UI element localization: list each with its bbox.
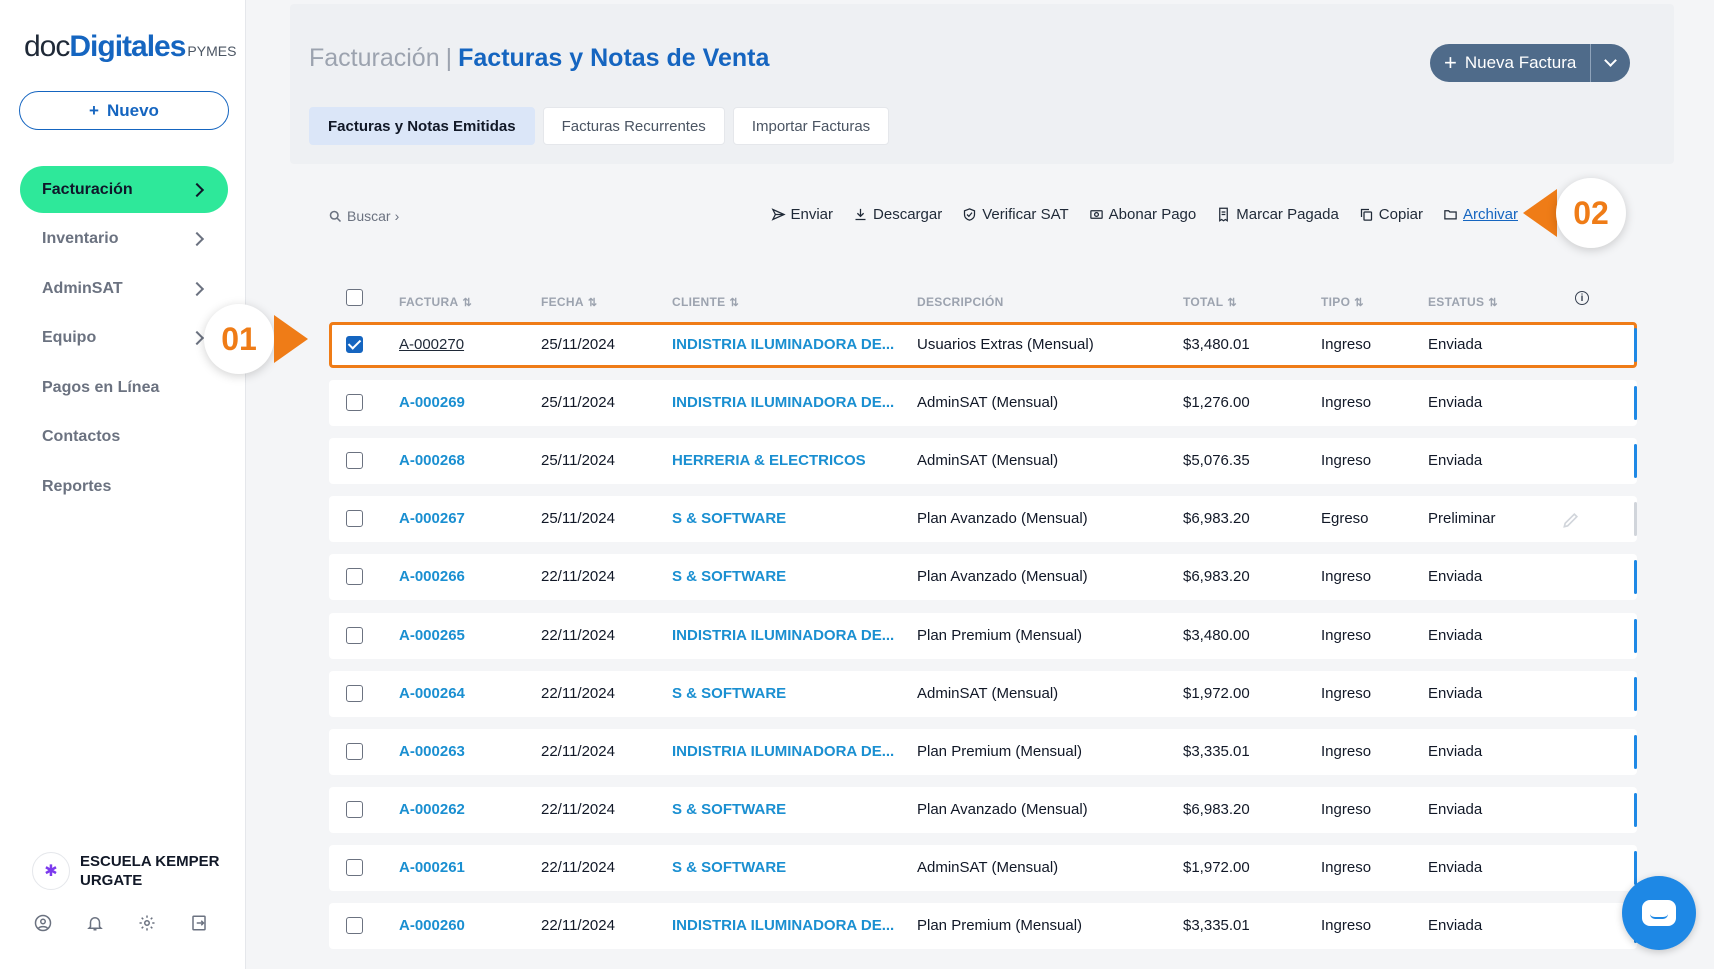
cell-factura[interactable]: A-000261 bbox=[399, 859, 465, 876]
cell-factura[interactable]: A-000263 bbox=[399, 743, 465, 760]
tab-importar-facturas[interactable]: Importar Facturas bbox=[733, 107, 889, 145]
cell-descripcion: AdminSAT (Mensual) bbox=[917, 452, 1059, 469]
cell-factura[interactable]: A-000267 bbox=[399, 510, 465, 527]
abonar-pago-button[interactable]: Abonar Pago bbox=[1089, 206, 1197, 223]
row-status-bar bbox=[1634, 502, 1637, 536]
table-row[interactable] bbox=[329, 554, 1637, 600]
cell-fecha: 22/11/2024 bbox=[541, 685, 615, 702]
organization[interactable] bbox=[32, 852, 230, 890]
verificar-sat-button[interactable]: Verificar SAT bbox=[962, 206, 1068, 223]
cell-total: $3,335.01 bbox=[1183, 917, 1250, 934]
cell-total: $3,335.01 bbox=[1183, 743, 1250, 760]
column-header-total[interactable]: TOTAL ⇅ bbox=[1183, 295, 1237, 309]
cell-fecha: 22/11/2024 bbox=[541, 568, 615, 585]
row-checkbox[interactable] bbox=[346, 685, 363, 702]
cell-tipo: Ingreso bbox=[1321, 627, 1372, 644]
column-header-cliente[interactable]: CLIENTE ⇅ bbox=[672, 295, 739, 309]
row-checkbox[interactable] bbox=[346, 394, 363, 411]
table-row[interactable] bbox=[329, 438, 1637, 484]
search-icon bbox=[328, 209, 343, 224]
app-logo[interactable]: docDigitales PYMES bbox=[24, 30, 237, 63]
column-header-estatus[interactable]: ESTATUS ⇅ bbox=[1428, 295, 1498, 309]
cell-descripcion: AdminSAT (Mensual) bbox=[917, 685, 1059, 702]
copiar-button[interactable]: Copiar bbox=[1359, 206, 1423, 223]
cell-cliente[interactable]: INDISTRIA ILUMINADORA DE... bbox=[672, 743, 895, 760]
cell-tipo: Ingreso bbox=[1321, 568, 1372, 585]
cell-tipo: Ingreso bbox=[1321, 801, 1372, 818]
cell-descripcion: Plan Avanzado (Mensual) bbox=[917, 568, 1088, 585]
cell-total: $3,480.00 bbox=[1183, 627, 1250, 644]
sort-icon: ⇅ bbox=[587, 297, 598, 309]
bell-icon[interactable] bbox=[86, 914, 104, 932]
cell-descripcion: Plan Premium (Mensual) bbox=[917, 627, 1083, 644]
chevron-right-icon bbox=[190, 182, 204, 196]
new-button[interactable]: + Nuevo bbox=[19, 91, 229, 130]
chevron-right-icon bbox=[190, 232, 204, 246]
sidebar-item-facturaci-n[interactable]: Facturación bbox=[20, 166, 228, 213]
row-status-bar bbox=[1634, 560, 1637, 594]
table-row[interactable] bbox=[329, 380, 1637, 426]
row-checkbox[interactable] bbox=[346, 743, 363, 760]
receipt-icon bbox=[1216, 207, 1231, 222]
bulk-actions bbox=[771, 206, 1519, 223]
cell-cliente[interactable]: INDISTRIA ILUMINADORA DE... bbox=[672, 627, 895, 644]
chat-icon bbox=[1642, 900, 1676, 926]
cell-fecha: 22/11/2024 bbox=[541, 743, 615, 760]
cell-estatus: Enviada bbox=[1428, 801, 1483, 818]
sidebar bbox=[0, 0, 246, 969]
download-icon bbox=[853, 207, 868, 222]
cell-cliente[interactable]: S & SOFTWARE bbox=[672, 568, 787, 585]
org-avatar: ✱ bbox=[32, 852, 70, 890]
cell-fecha: 22/11/2024 bbox=[541, 917, 615, 934]
copy-icon bbox=[1359, 207, 1374, 222]
row-status-bar bbox=[1634, 328, 1637, 362]
cell-total: $6,983.20 bbox=[1183, 568, 1250, 585]
column-header-tipo[interactable]: TIPO ⇅ bbox=[1321, 295, 1364, 309]
tabs bbox=[309, 107, 889, 145]
tab-facturas-recurrentes[interactable]: Facturas Recurrentes bbox=[543, 107, 725, 145]
cell-cliente[interactable]: INDISTRIA ILUMINADORA DE... bbox=[672, 336, 895, 353]
cell-cliente[interactable]: S & SOFTWARE bbox=[672, 685, 787, 702]
table-row[interactable] bbox=[329, 787, 1637, 833]
row-checkbox[interactable] bbox=[346, 627, 363, 644]
page-title: Facturas y Notas de Venta bbox=[458, 44, 770, 72]
cell-cliente[interactable]: S & SOFTWARE bbox=[672, 801, 787, 818]
sort-icon: ⇅ bbox=[729, 297, 739, 309]
cell-total: $1,972.00 bbox=[1183, 685, 1250, 702]
new-invoice-split-button bbox=[1430, 44, 1630, 82]
cell-tipo: Ingreso bbox=[1321, 685, 1372, 702]
cell-total: $6,983.20 bbox=[1183, 801, 1250, 818]
row-status-bar bbox=[1634, 619, 1637, 653]
row-checkbox[interactable] bbox=[346, 859, 363, 876]
row-status-bar bbox=[1634, 444, 1637, 478]
row-status-bar bbox=[1634, 793, 1637, 827]
cell-estatus: Enviada bbox=[1428, 336, 1483, 353]
sidebar-item-reportes[interactable]: Reportes bbox=[42, 477, 112, 495]
user-circle-icon[interactable] bbox=[34, 914, 52, 932]
sort-icon: ⇅ bbox=[462, 297, 472, 309]
search-button[interactable]: Buscar › bbox=[328, 208, 399, 224]
annotation-arrow-2 bbox=[1523, 189, 1557, 237]
row-status-bar bbox=[1634, 735, 1637, 769]
cell-fecha: 25/11/2024 bbox=[541, 452, 615, 469]
chevron-down-icon bbox=[1604, 54, 1617, 67]
breadcrumb: Facturación | Facturas y Notas de Venta bbox=[309, 44, 770, 72]
enviar-button[interactable]: Enviar bbox=[771, 206, 834, 223]
cell-estatus: Enviada bbox=[1428, 743, 1483, 760]
cell-tipo: Ingreso bbox=[1321, 743, 1372, 760]
cell-tipo: Ingreso bbox=[1321, 917, 1372, 934]
column-header-factura[interactable]: FACTURA ⇅ bbox=[399, 295, 472, 309]
cell-fecha: 25/11/2024 bbox=[541, 394, 615, 411]
cell-cliente[interactable]: S & SOFTWARE bbox=[672, 510, 787, 527]
sort-icon: ⇅ bbox=[1227, 297, 1237, 309]
info-icon[interactable]: i bbox=[1575, 291, 1589, 305]
tab-facturas-y-notas-emitidas[interactable]: Facturas y Notas Emitidas bbox=[309, 107, 535, 145]
row-checkbox[interactable] bbox=[346, 336, 363, 353]
sidebar-item-adminsat[interactable]: AdminSAT bbox=[20, 265, 228, 312]
cell-tipo: Ingreso bbox=[1321, 859, 1372, 876]
table-row[interactable] bbox=[329, 845, 1637, 891]
row-checkbox[interactable] bbox=[346, 452, 363, 469]
folder-icon bbox=[1443, 207, 1458, 222]
cell-fecha: 22/11/2024 bbox=[541, 859, 615, 876]
cell-total: $1,972.00 bbox=[1183, 859, 1250, 876]
cell-tipo: Egreso bbox=[1321, 510, 1369, 527]
cell-factura[interactable]: A-000260 bbox=[399, 917, 465, 934]
row-status-bar bbox=[1634, 677, 1637, 711]
cell-cliente[interactable]: INDISTRIA ILUMINADORA DE... bbox=[672, 394, 895, 411]
cell-total: $6,983.20 bbox=[1183, 510, 1250, 527]
gear-icon[interactable] bbox=[138, 914, 156, 932]
cell-fecha: 25/11/2024 bbox=[541, 510, 615, 527]
plus-icon: + bbox=[1444, 50, 1457, 75]
column-header-fecha[interactable]: FECHA ⇅ bbox=[541, 295, 598, 309]
cell-estatus: Enviada bbox=[1428, 685, 1483, 702]
cell-cliente[interactable]: HERRERIA & ELECTRICOS bbox=[672, 452, 866, 469]
cell-estatus: Enviada bbox=[1428, 394, 1483, 411]
table-row[interactable] bbox=[329, 671, 1637, 717]
descargar-button[interactable]: Descargar bbox=[853, 206, 942, 223]
cell-tipo: Ingreso bbox=[1321, 336, 1372, 353]
cell-factura[interactable]: A-000265 bbox=[399, 627, 465, 644]
plus-icon: + bbox=[89, 100, 99, 120]
cell-total: $3,480.01 bbox=[1183, 336, 1250, 353]
cell-factura[interactable]: A-000270 bbox=[399, 336, 465, 353]
chevron-right-icon bbox=[190, 281, 204, 295]
cell-fecha: 25/11/2024 bbox=[541, 336, 615, 353]
table-row[interactable] bbox=[329, 729, 1637, 775]
cell-descripcion: AdminSAT (Mensual) bbox=[917, 394, 1059, 411]
chevron-right-icon bbox=[190, 331, 204, 345]
sidebar-bottom-icons bbox=[34, 914, 208, 932]
cell-total: $5,076.35 bbox=[1183, 452, 1250, 469]
marcar-pagada-button[interactable]: Marcar Pagada bbox=[1216, 206, 1339, 223]
shield-check-icon bbox=[962, 207, 977, 222]
cell-fecha: 22/11/2024 bbox=[541, 801, 615, 818]
cell-descripcion: AdminSAT (Mensual) bbox=[917, 859, 1059, 876]
cell-estatus: Enviada bbox=[1428, 627, 1483, 644]
cell-factura[interactable]: A-000269 bbox=[399, 394, 465, 411]
annotation-arrow-1 bbox=[274, 315, 308, 363]
toolbar bbox=[0, 206, 1714, 230]
row-checkbox[interactable] bbox=[346, 510, 363, 527]
cell-tipo: Ingreso bbox=[1321, 394, 1372, 411]
table-row[interactable] bbox=[329, 903, 1637, 949]
cell-factura[interactable]: A-000262 bbox=[399, 801, 465, 818]
sidebar-item-pagos-en-l-nea[interactable]: Pagos en Línea bbox=[42, 378, 160, 396]
sidebar-item-inventario[interactable]: Inventario bbox=[20, 216, 228, 263]
pencil-icon[interactable] bbox=[1561, 510, 1581, 530]
send-icon bbox=[771, 207, 786, 222]
cell-descripcion: Usuarios Extras (Mensual) bbox=[917, 336, 1094, 353]
cell-descripcion: Plan Avanzado (Mensual) bbox=[917, 801, 1088, 818]
cell-factura[interactable]: A-000264 bbox=[399, 685, 465, 702]
cell-estatus: Preliminar bbox=[1428, 510, 1496, 527]
table-header bbox=[329, 287, 1639, 317]
logout-icon[interactable] bbox=[190, 914, 208, 932]
table-row[interactable] bbox=[329, 496, 1637, 542]
annotation-badge-2: 02 bbox=[1556, 178, 1626, 248]
cell-cliente[interactable]: S & SOFTWARE bbox=[672, 859, 787, 876]
cell-fecha: 22/11/2024 bbox=[541, 627, 615, 644]
breadcrumb-section[interactable]: Facturación bbox=[309, 44, 440, 72]
cell-descripcion: Plan Avanzado (Mensual) bbox=[917, 510, 1088, 527]
new-invoice-button[interactable]: + Nueva Factura bbox=[1444, 50, 1577, 75]
cell-factura[interactable]: A-000268 bbox=[399, 452, 465, 469]
cell-descripcion: Plan Premium (Mensual) bbox=[917, 917, 1083, 934]
table-row[interactable] bbox=[329, 322, 1637, 368]
cell-estatus: Enviada bbox=[1428, 917, 1483, 934]
sort-icon: ⇅ bbox=[1488, 297, 1498, 309]
org-name: ESCUELA KEMPER URGATE bbox=[80, 853, 220, 889]
cell-estatus: Enviada bbox=[1428, 568, 1483, 585]
row-checkbox[interactable] bbox=[346, 568, 363, 585]
column-header-descripci-n[interactable]: DESCRIPCIÓN bbox=[917, 295, 1004, 309]
cell-tipo: Ingreso bbox=[1321, 452, 1372, 469]
row-checkbox[interactable] bbox=[346, 801, 363, 818]
chevron-right-icon: › bbox=[394, 208, 400, 224]
table-row[interactable] bbox=[329, 613, 1637, 659]
cell-estatus: Enviada bbox=[1428, 452, 1483, 469]
cell-cliente[interactable]: INDISTRIA ILUMINADORA DE... bbox=[672, 917, 895, 934]
sidebar-item-contactos[interactable]: Contactos bbox=[42, 428, 121, 445]
select-all-checkbox[interactable] bbox=[346, 289, 363, 306]
archivar-button[interactable]: Archivar bbox=[1443, 206, 1518, 223]
chat-button[interactable] bbox=[1622, 876, 1696, 950]
cell-estatus: Enviada bbox=[1428, 859, 1483, 876]
sort-icon: ⇅ bbox=[1354, 297, 1364, 309]
cell-factura[interactable]: A-000266 bbox=[399, 568, 465, 585]
cell-total: $1,276.00 bbox=[1183, 394, 1250, 411]
row-checkbox[interactable] bbox=[346, 917, 363, 934]
row-status-bar bbox=[1634, 851, 1637, 885]
cell-descripcion: Plan Premium (Mensual) bbox=[917, 743, 1083, 760]
sidebar-item-equipo[interactable]: Equipo bbox=[20, 315, 228, 362]
annotation-badge-1: 01 bbox=[204, 304, 274, 374]
cash-icon bbox=[1089, 207, 1104, 222]
row-status-bar bbox=[1634, 386, 1637, 420]
new-invoice-dropdown[interactable] bbox=[1590, 44, 1630, 82]
